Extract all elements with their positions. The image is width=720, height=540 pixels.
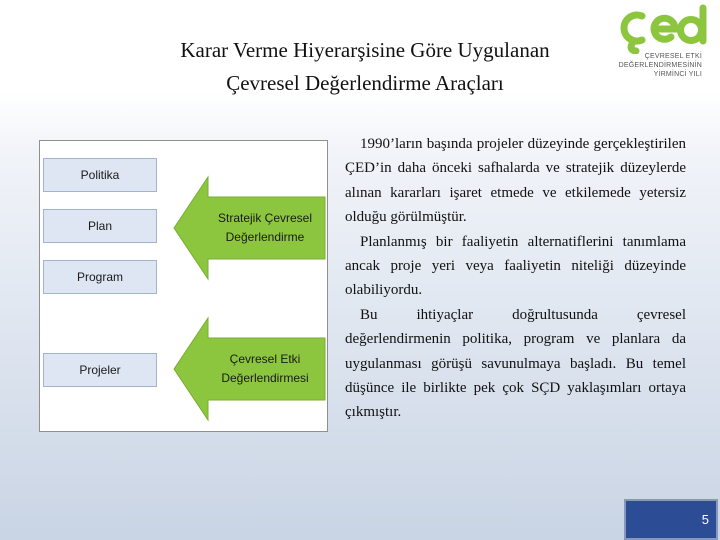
logo-text-line-1: ÇEVRESEL ETKİ: [644, 53, 702, 60]
page-number-box: [624, 499, 718, 540]
ced-logo-mark: [614, 4, 710, 54]
slide-title-line-2: Çevresel Değerlendirme Araçları: [226, 71, 504, 95]
sed-arrow-label-line-1: Stratejik Çevresel: [217, 211, 313, 225]
body-paragraph-3: Bu ihtiyaçlar doğrultusunda çevresel değerlendirmenin politika, program ve planlara da uygulanması görüşü savunulmaya başladı. Bu temel düşünce ile birlikte pek çok SÇD yaklaşımları ortaya çıkmıştır.: [345, 306, 686, 421]
decision-hierarchy-diagram: [39, 140, 328, 432]
body-paragraph-2: Planlanmış bir faaliyetin alternatiflerini tanımlama ancak proje yeri veya faaliyetin niteliği düzeyinde olabiliyordu.: [345, 233, 686, 299]
level-box-program: Program: [43, 260, 157, 294]
level-box-plan: Plan: [43, 209, 157, 243]
logo-text-line-3: YİRMİNCİ YILI: [653, 71, 702, 78]
slide-title-line-1: Karar Verme Hiyerarşisine Göre Uygulanan: [180, 38, 550, 62]
ced-arrow: [172, 316, 327, 422]
sed-arrow: [172, 175, 327, 281]
body-paragraph-1: 1990’ların başında projeler düzeyinde gerçekleştirilen ÇED’in daha önceki safhalarda ve stratejik düzeylerde alınan kararları işaret etmede ve etkilemede yetersiz olduğu görülmüştür.: [345, 136, 686, 226]
sed-arrow-label-line-2: Değerlendirme: [225, 230, 305, 244]
ced-arrow-label-line-1: Çevresel Etki: [229, 352, 301, 366]
logo-text-line-2: DEĞERLENDİRMESİNİN: [618, 62, 702, 69]
level-box-politika: Politika: [43, 158, 157, 192]
ced-logo: [608, 4, 716, 84]
level-box-projeler: Projeler: [43, 353, 157, 387]
page-number: 5: [701, 512, 709, 527]
slide-title: [120, 34, 610, 100]
ced-arrow-label-line-2: Değerlendirmesi: [221, 371, 309, 385]
body-text: [345, 132, 686, 425]
